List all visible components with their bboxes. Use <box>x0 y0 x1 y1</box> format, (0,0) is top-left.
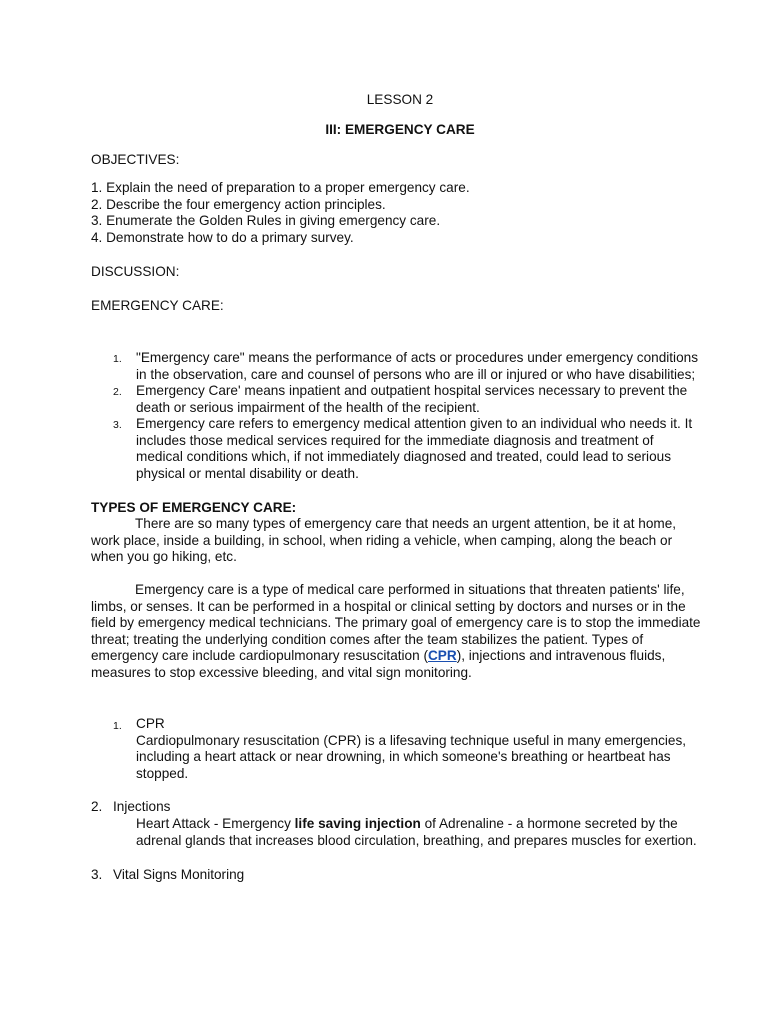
paragraph-text: ), injections and intravenous fluids, <box>456 648 666 664</box>
list-item-line: Cardiopulmonary resuscitation (CPR) is a lifesaving technique useful in many emergencies, <box>136 732 687 748</box>
definition-line: "Emergency care" means the performance of acts or procedures under emergency conditions <box>136 350 698 365</box>
definition-line: death or serious impairment of the health of the recipient. <box>136 399 480 415</box>
emergency-care-heading: EMERGENCY CARE: <box>91 298 224 313</box>
list-item-emphasis: life saving injection <box>294 816 421 831</box>
paragraph-text: emergency care include cardiopulmonary resuscitation ( <box>91 648 428 664</box>
paragraph-line: There are so many types of emergency care that needs an urgent attention, be it at home, <box>135 516 677 531</box>
list-number: 3. <box>91 867 103 882</box>
list-item-title: CPR <box>136 716 165 731</box>
objective-item: 1. Explain the need of preparation to a proper emergency care. <box>91 180 470 195</box>
paragraph-line: limbs, or senses. It can be performed in a hospital or clinical setting by doctors and nurses or in the <box>91 598 686 614</box>
objective-item: 4. Demonstrate how to do a primary survey. <box>91 229 354 245</box>
list-number: 1. <box>113 353 122 365</box>
list-item-text: Heart Attack - Emergency <box>136 816 295 831</box>
list-number: 3. <box>113 419 122 431</box>
types-paragraph-2 <box>91 582 701 682</box>
list-item-cpr <box>136 716 746 782</box>
definition-line: medical conditions which, if not immediately diagnosed and treated, could lead to serious <box>136 449 671 465</box>
objectives-list <box>91 180 470 246</box>
list-item-line: adrenal glands that increases blood circulation, breathing, and prepares muscles for exertion. <box>136 832 697 848</box>
list-item-line: including a heart attack or near drowning, in which someone's breathing or heartbeat has <box>136 749 671 765</box>
page-title: III: EMERGENCY CARE <box>325 122 475 137</box>
objective-item: 2. Describe the four emergency action principles. <box>91 196 386 212</box>
list-item-injections <box>136 816 746 849</box>
definition-line: includes those medical services required for the immediate diagnosis and treatment of <box>136 432 654 448</box>
lesson-label: LESSON 2 <box>366 92 434 107</box>
list-item-title: Injections <box>113 799 171 814</box>
objectives-heading: OBJECTIVES: <box>91 152 180 167</box>
paragraph-line <box>91 648 701 665</box>
paragraph-line: Emergency care is a type of medical care performed in situations that threaten patients' life, <box>135 582 685 597</box>
list-number: 2. <box>113 386 122 398</box>
definition-line: Emergency care refers to emergency medical attention given to an individual who needs it. It <box>136 416 693 431</box>
definition-item <box>136 350 746 383</box>
list-item-text: of Adrenaline - a hormone secreted by the <box>420 816 678 831</box>
list-number: 2. <box>91 799 103 814</box>
objective-item: 3. Enumerate the Golden Rules in giving emergency care. <box>91 213 441 229</box>
types-heading: TYPES OF EMERGENCY CARE: <box>91 500 297 515</box>
definition-item <box>136 416 746 482</box>
paragraph-line: when you go hiking, etc. <box>91 549 237 565</box>
cpr-link[interactable]: CPR <box>427 648 457 664</box>
list-number: 1. <box>113 720 122 732</box>
list-item-line <box>136 816 746 833</box>
types-paragraph-1 <box>91 516 676 566</box>
paragraph-line: field by emergency medical technicians. The primary goal of emergency care is to stop the immediate <box>91 615 701 631</box>
discussion-heading: DISCUSSION: <box>91 264 180 279</box>
definition-line: physical or mental disability or death. <box>136 465 359 481</box>
definition-line: Emergency Care' means inpatient and outpatient hospital services necessary to prevent the <box>136 383 688 398</box>
paragraph-line: threat; treating the underlying condition comes after the team stabilizes the patient. Types of <box>91 631 644 647</box>
list-item-line: stopped. <box>136 765 189 781</box>
list-item-title: Vital Signs Monitoring <box>113 867 245 882</box>
paragraph-line: measures to stop excessive bleeding, and vital sign monitoring. <box>91 664 472 680</box>
definition-item <box>136 383 746 416</box>
definition-line: in the observation, care and counsel of persons who are ill or injured or who have disabilities; <box>136 366 696 382</box>
paragraph-line: work place, inside a building, in school, when riding a vehicle, when camping, along the beach or <box>91 532 673 548</box>
